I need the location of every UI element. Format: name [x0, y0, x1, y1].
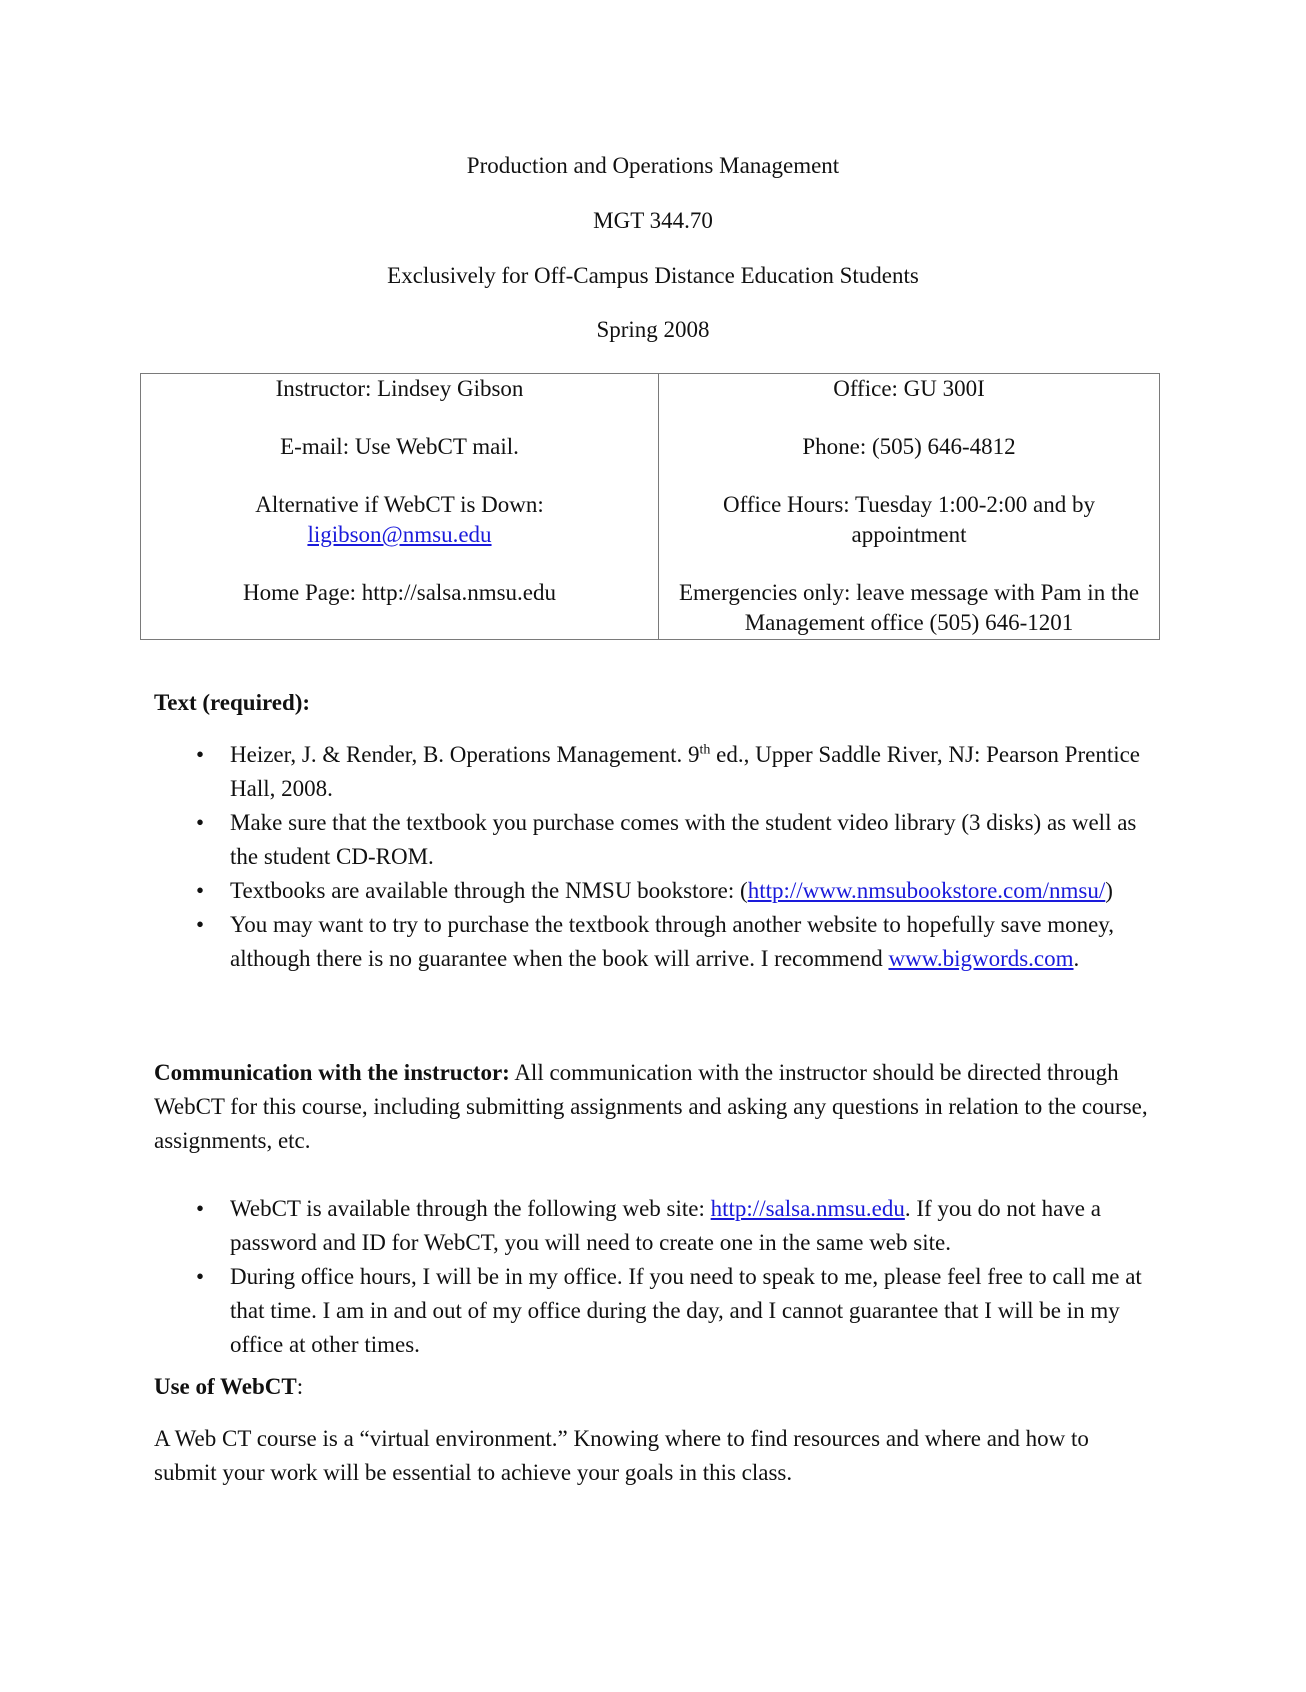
alternative-email-link[interactable]: ligibson@nmsu.edu [307, 522, 492, 547]
bullet-icon: • [195, 742, 205, 767]
bookstore-link[interactable]: http://www.nmsubookstore.com/nmsu/ [747, 878, 1106, 903]
list-item [154, 806, 1144, 874]
bookstore-text-end: ) [1105, 878, 1113, 903]
textbook-requirement: Make sure that the textbook you purchase comes with the student video library (3 disks) as well as the student CD-ROM. [230, 810, 1137, 869]
communication-list [154, 1192, 1144, 1362]
text-required-heading: Text (required): [154, 690, 311, 715]
webct-heading: Use of WebCT [154, 1374, 297, 1399]
alternate-purchase-text-end: . [1073, 946, 1080, 971]
list-item [154, 1192, 1144, 1260]
office-hours-note: During office hours, I will be in my office. If you need to speak to me, please feel free to call me at that time. I am in and out of my office during the day, and I cannot guarantee that I will be in my office at other times. [230, 1264, 1142, 1357]
course-number: MGT 344.70 [593, 208, 713, 233]
list-item [154, 908, 1144, 976]
email-info: E-mail: Use WebCT mail. [280, 434, 519, 459]
communication-heading: Communication with the instructor: [154, 1060, 510, 1085]
instructor-name: Instructor: Lindsey Gibson [275, 376, 524, 401]
communication-body: All communication with the instructor should be directed through WebCT for this course, including submitting assignments and asking any questions in relation to the course, assignments, etc. [154, 1060, 1148, 1153]
list-item [154, 874, 1144, 908]
communication-paragraph [154, 1056, 1154, 1158]
edition-superscript: th [699, 742, 711, 758]
bookstore-text: Textbooks are available through the NMSU bookstore: ( [230, 878, 748, 903]
webct-heading-colon: : [296, 1374, 304, 1399]
alternate-purchase-text: You may want to try to purchase the textbook through another website to hopefully save money, although there is no guarantee when the book will arrive. I recommend [230, 912, 1115, 971]
phone-info: Phone: (505) 646-4812 [802, 434, 1016, 459]
list-item [154, 1260, 1144, 1362]
bullet-icon: • [195, 810, 205, 835]
instructor-info-right-cell [659, 374, 1160, 640]
alternative-email-block [145, 490, 654, 550]
bigwords-link[interactable]: www.bigwords.com [888, 946, 1074, 971]
bullet-icon: • [195, 878, 205, 903]
emergencies-info: Emergencies only: leave message with Pam in the Management office (505) 646-1201 [678, 580, 1140, 635]
textbook-citation: Heizer, J. & Render, B. Operations Management. 9 [230, 742, 700, 767]
webct-paragraph: A Web CT course is a “virtual environment.” Knowing where to find resources and where and how to submit your work will be essential to achieve your goals in this class. [154, 1426, 1089, 1485]
webct-heading-block [154, 1373, 303, 1401]
textbook-citation-rest: ed., Upper Saddle River, NJ: Pearson Prentice Hall, 2008. [230, 742, 1141, 801]
list-item [154, 738, 1144, 806]
webct-availability-text-end: . If you do not have a password and ID for WebCT, you will need to create one in the same web site. [230, 1196, 1101, 1255]
webct-site-link[interactable]: http://salsa.nmsu.edu [710, 1196, 905, 1221]
alternative-email-label: Alternative if WebCT is Down: [255, 492, 544, 517]
instructor-info-table [140, 373, 1160, 640]
office-info: Office: GU 300I [833, 376, 985, 401]
course-title: Production and Operations Management [466, 153, 840, 178]
bullet-icon: • [195, 1196, 205, 1221]
textbook-list [154, 738, 1144, 976]
bullet-icon: • [195, 912, 205, 937]
office-hours-info: Office Hours: Tuesday 1:00-2:00 and by appointment [722, 492, 1096, 547]
term-line: Spring 2008 [596, 317, 710, 342]
bullet-icon: • [195, 1264, 205, 1289]
audience-line: Exclusively for Off-Campus Distance Education Students [387, 263, 919, 288]
webct-availability-text: WebCT is available through the following web site: [230, 1196, 711, 1221]
instructor-info-left-cell [141, 374, 659, 640]
home-page-info: Home Page: http://salsa.nmsu.edu [242, 580, 556, 605]
